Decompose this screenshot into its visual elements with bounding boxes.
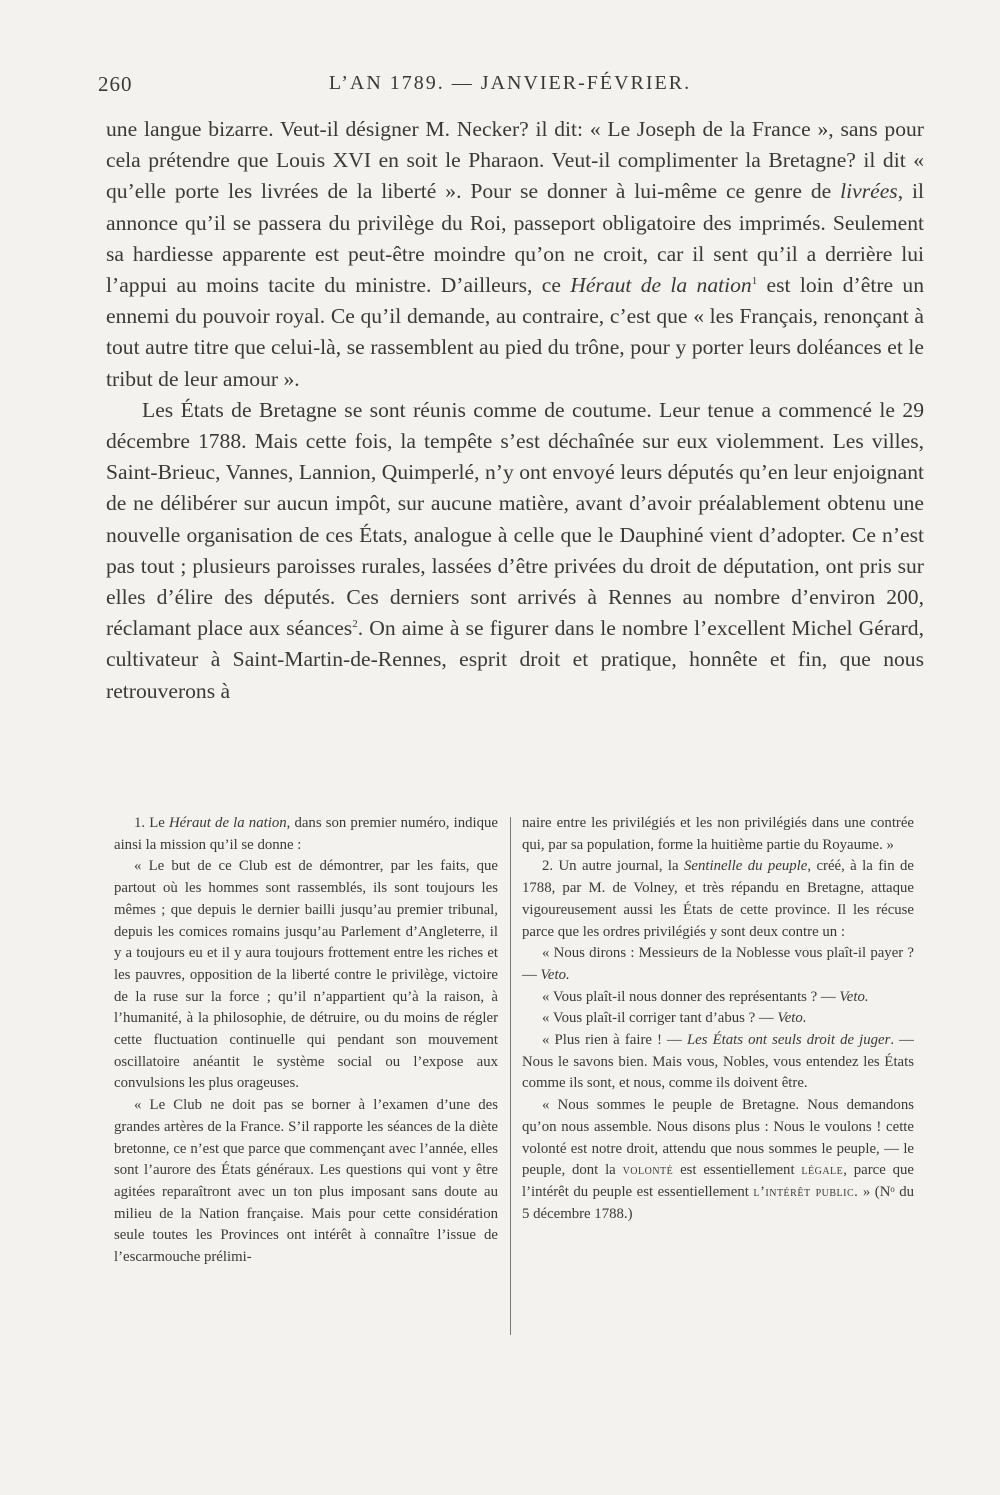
text-run: Les États de Bretagne se sont réunis comme de coutume. Leur tenue a commencé le 29 décembre 1788. Mais cette fois, la tempête s’est déchaînée sur eux violemment. Les villes, Saint-Brieuc, Vannes, Lannion, Quimperlé, n’y ont envoyé leurs députés qu’en leur enjoignant de ne délibérer sur aucun impôt, sur aucune matière, avant d’avoir préalablement obtenu une nouvelle organisation de ces États, analogue à celle que le Dauphiné vient d’adopter. Ce n’est pas tout ; plusieurs paroisses rurales, lassées d’être privées du droit de députation, ont pris sur elles d’élire des députés. Ces derniers sont arrivés à Rennes au nombre d’environ 200, réclamant place aux séances xyxy=(106,397,924,641)
text-run: est loin d’être un ennemi du pouvoir royal. Ce qu’il demande, au contraire, c’est que « les Français, renonçant à tout autre titre que celui-là, se rassemblent au pied du trône, pour y porter leurs doléances et le tribut de leur amour ». xyxy=(106,273,924,391)
text-run: est essentiellement xyxy=(673,1162,802,1179)
footnote-1 xyxy=(114,813,498,856)
paragraph-2 xyxy=(106,395,924,707)
footnote-2-quote-4 xyxy=(522,1030,914,1095)
italic-title: Héraut de la nation xyxy=(168,815,287,831)
page-number: 260 xyxy=(98,72,133,96)
text-run: , dans son premier numéro, indique ainsi la mission qu’il se donne : xyxy=(114,815,498,853)
text-run: « Vous plaît-il nous donner des représentants ? — xyxy=(542,988,840,1005)
footnotes-left-column xyxy=(114,813,498,1269)
text-run: , créé, à la fin de 1788, par M. de Volney, et très répandu en Bretagne, attaque vigoureusement aussi les États de cette province. Il les récuse parce que les ordres privilégiés y sont deux contre un : xyxy=(522,858,914,940)
text-run: « Nous dirons : Messieurs de la Noblesse vous plaît-il payer ? — xyxy=(522,945,914,983)
text-run: 2. Un autre journal, la xyxy=(542,858,684,875)
text-run: , il annonce qu’il se passera du privilège du Roi, passeport obligatoire des imprimés. Seulement sa hardiesse apparente est peut-être moindre qu’on ne croit, car il sent qu’il a derrière lui l’appui au moins tacite du ministre. D’ailleurs, ce xyxy=(106,179,924,298)
footnotes-right-column xyxy=(508,813,914,1225)
text-run: « Plus rien à faire ! — xyxy=(542,1032,687,1049)
footnote-2-quote-3 xyxy=(522,1008,914,1030)
italic-veto: Veto. xyxy=(839,988,869,1005)
italic-phrase: Les États ont seuls droit de juger xyxy=(686,1032,891,1049)
footnotes xyxy=(114,813,924,1353)
page-header xyxy=(98,72,922,102)
text-run: » (Nᵒ du 5 décembre 1788.) xyxy=(522,1183,914,1222)
footnote-ref: 2 xyxy=(352,618,358,631)
italic-veto: Veto. xyxy=(777,1010,807,1027)
footnote-1-quote-1: « Le but de ce Club est de démontrer, par les faits, que partout où les hommes sont rassemblés, ils sont toujours les mêmes ; que depuis le dernier bailli jusqu’au premier tribunal, depuis les comices romains jusqu’au Parlement d’Angleterre, il y a toujours eu et il y aura toujours frottement entre les riches et les pauvres, opposition de la liberté contre le privilège, victoire de la ruse sur la force ; qu’il n’appartient qu’à la raison, à l’humanité, à la philosophie, de détruire, ou du moins de régler cette fluctuation continuelle qui pendant son mouvement oscillatoire anéantit le système social ou l’expose aux convulsions les plus orageuses. xyxy=(114,858,498,1092)
italic-term: livrées xyxy=(840,179,898,204)
small-caps-term: l’intérêt public. xyxy=(753,1183,859,1200)
main-text xyxy=(106,114,924,707)
paragraph-1 xyxy=(106,114,924,395)
footnote-1-continued: naire entre les privilégiés et les non privilégiés dans une contrée qui, par sa population, forme la huitième partie du Royaume. » xyxy=(522,815,914,853)
small-caps-term: légale xyxy=(801,1162,844,1179)
italic-veto: Veto. xyxy=(540,966,570,983)
text-run: une langue bizarre. Veut-il désigner M. Necker? il dit: « Le Joseph de la France », sans pour cela prétendre que Louis XVI en soit le Pharaon. Veut-il complimenter la Bretagne? il dit « qu’elle porte les livrées de la liberté ». Pour se donner à lui-même ce genre de xyxy=(106,117,924,204)
footnote-2 xyxy=(522,856,914,943)
footnote-2-quote-1 xyxy=(522,943,914,986)
small-caps-term: volonté xyxy=(622,1162,674,1179)
text-run: « Vous plaît-il corriger tant d’abus ? — xyxy=(542,1010,778,1027)
text-run: « Nous sommes le peuple de Bretagne. Nous demandons qu’on nous assemble. Nous disons plus : Nous le voulons ! cette volonté est notre droit, attendu que nous sommes le peuple, — le peuple, dont la xyxy=(522,1097,914,1179)
running-title: L’AN 1789. — JANVIER-FÉVRIER. xyxy=(328,72,692,94)
italic-title: Sentinelle du peuple xyxy=(684,858,808,875)
italic-title: Héraut de la nation xyxy=(570,273,752,298)
footnote-1-quote-2: « Le Club ne doit pas se borner à l’examen d’une des grandes artères de la France. S’il rapporte les séances de la diète bretonne, ce n’est que parce que commençant avec l’année, elles sont l’aurore des États généraux. Les questions qui vont y être agitées reparaîtront avec un ton plus imposant sans doute au milieu de la Nation française. Mais pour cette considération seule toutes les Provinces ont intérêt à connaître l’issue de l’escarmouche prélimi- xyxy=(114,1097,498,1266)
footnote-2-quote-2 xyxy=(522,987,914,1009)
text-run: 1. Le xyxy=(134,815,169,831)
footnote-2-quote-5 xyxy=(522,1095,914,1225)
text-run: , parce que l’intérêt du peuple est essentiellement xyxy=(522,1162,914,1200)
text-run: . — Nous le savons bien. Mais vous, Nobles, vous entendez les États comme ils sont, et nous, comme ils doivent être. xyxy=(522,1032,914,1092)
footnote-ref: 1 xyxy=(751,274,758,287)
text-run: . On aime à se figurer dans le nombre l’excellent Michel Gérard, cultivateur à Saint-Martin-de-Rennes, esprit droit et pratique, honnête et fin, que nous retrouverons à xyxy=(106,616,925,703)
